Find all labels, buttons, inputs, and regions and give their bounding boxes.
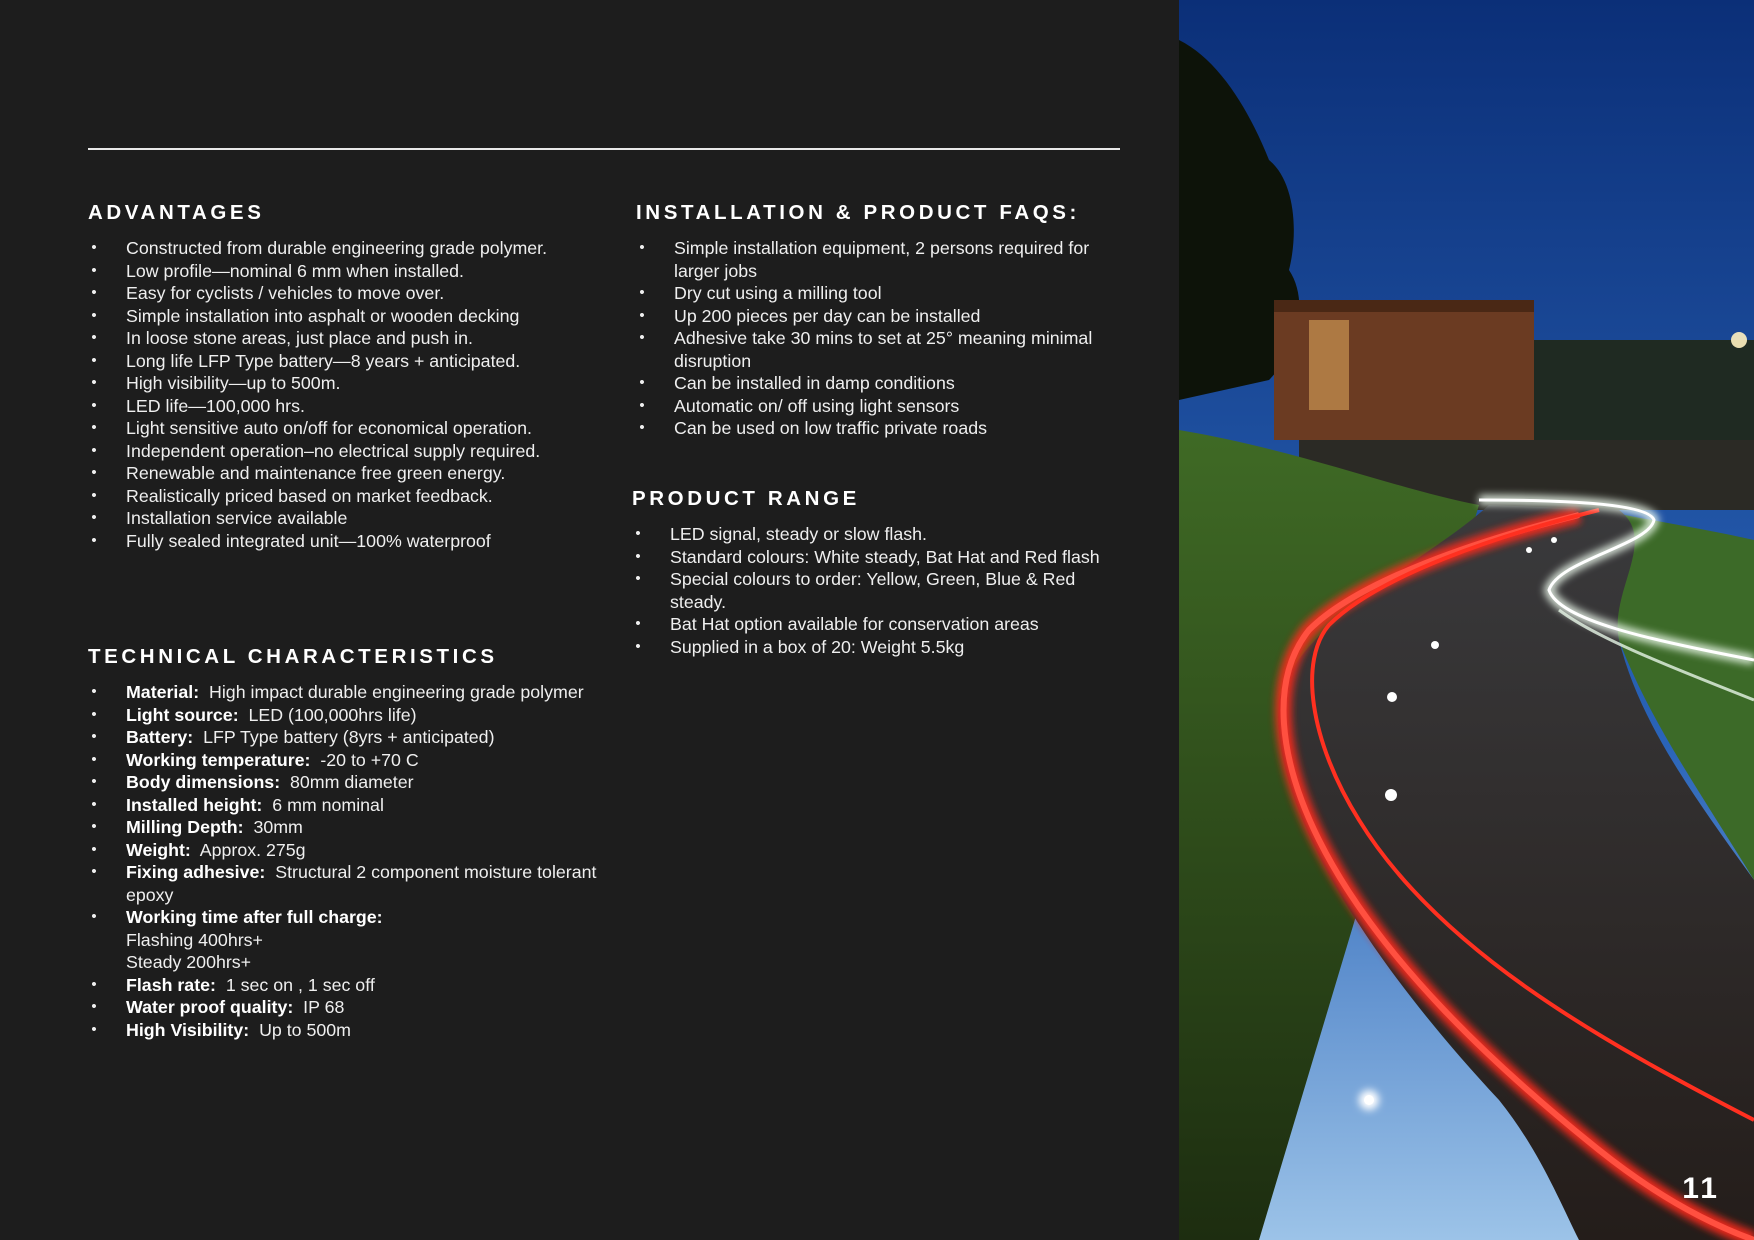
spec-value: 30mm xyxy=(253,817,303,837)
list-item-text: Bat Hat option available for conservation areas xyxy=(670,614,1039,634)
spec-label: Light source: xyxy=(126,704,239,725)
spec-value: Up to 500m xyxy=(259,1019,351,1040)
bullet-icon: • xyxy=(639,284,645,301)
list-item xyxy=(88,350,608,373)
spec-label: Body dimensions: xyxy=(126,772,281,792)
bullet-icon: • xyxy=(91,239,97,256)
list-item-text: Easy for cyclists / vehicles to move over. xyxy=(126,283,445,303)
list-item xyxy=(636,327,1136,372)
spec-label: Fixing adhesive: xyxy=(126,862,266,882)
range-section xyxy=(632,487,1132,658)
list-item xyxy=(88,327,608,350)
page-number: 11 xyxy=(1682,1172,1720,1205)
bullet-icon: • xyxy=(91,329,97,346)
list-item xyxy=(88,440,608,463)
list-item-text: Up 200 pieces per day can be installed xyxy=(674,305,981,326)
advantages-list xyxy=(88,237,608,552)
spec-value-line: Steady 200hrs+ xyxy=(126,952,252,972)
list-item xyxy=(88,462,608,485)
range-list xyxy=(632,523,1132,658)
list-item xyxy=(88,530,608,553)
bullet-icon: • xyxy=(639,374,645,391)
bullet-icon: • xyxy=(91,683,97,700)
list-item-text: Fully sealed integrated unit—100% waterproof xyxy=(126,530,491,551)
bullet-icon: • xyxy=(91,284,97,301)
spec-label: Material: xyxy=(126,682,200,702)
bullet-icon: • xyxy=(91,419,97,436)
bullet-icon: • xyxy=(91,486,97,504)
spec-item xyxy=(88,906,608,974)
spec-label: Working temperature: xyxy=(126,749,311,770)
spec-item xyxy=(88,726,608,749)
spec-item xyxy=(88,974,608,997)
bullet-icon: • xyxy=(635,637,641,655)
bullet-icon: • xyxy=(91,840,97,858)
list-item xyxy=(632,568,1132,613)
night-path-photo xyxy=(1179,0,1754,1240)
list-item-text: Adhesive take 30 mins to set at 25° meaning minimal disruption xyxy=(674,328,1093,371)
list-item-text: Special colours to order: Yellow, Green, Blue & Red steady. xyxy=(670,569,1076,612)
list-item-text: LED signal, steady or slow flash. xyxy=(670,524,927,544)
bullet-icon: • xyxy=(91,998,97,1015)
list-item xyxy=(636,395,1136,418)
spec-item xyxy=(88,771,608,794)
bullet-icon: • xyxy=(91,441,97,459)
bullet-icon: • xyxy=(639,396,645,414)
bullet-icon: • xyxy=(91,728,97,745)
spec-value: 6 mm nominal xyxy=(272,794,384,815)
list-item-text: Simple installation into asphalt or wooden decking xyxy=(126,305,520,326)
bullet-icon: • xyxy=(91,705,97,723)
list-item-text: Constructed from durable engineering grade polymer. xyxy=(126,238,548,258)
list-item-text: Installation service available xyxy=(126,508,348,528)
list-item-text: Light sensitive auto on/off for economical operation. xyxy=(126,418,532,438)
list-item-text: Automatic on/ off using light sensors xyxy=(674,395,960,416)
spec-item xyxy=(88,681,608,704)
list-item xyxy=(88,507,608,530)
advantages-heading: ADVANTAGES xyxy=(88,201,265,224)
header-rule xyxy=(88,148,1120,150)
spec-value: 80mm diameter xyxy=(290,772,414,792)
list-item-text: In loose stone areas, just place and push in. xyxy=(126,328,473,348)
list-item-text: Low profile—nominal 6 mm when installed. xyxy=(126,260,465,281)
list-item-text: Dry cut using a milling tool xyxy=(674,283,882,303)
spec-item xyxy=(88,816,608,839)
spec-value: IP 68 xyxy=(303,997,345,1017)
bullet-icon: • xyxy=(639,306,645,324)
spec-value: Approx. 275g xyxy=(199,839,306,860)
list-item xyxy=(88,237,608,260)
list-item-text: LED life—100,000 hrs. xyxy=(126,395,305,416)
list-item xyxy=(88,417,608,440)
spec-item xyxy=(88,1019,608,1042)
spec-label: Battery: xyxy=(126,727,194,747)
list-item xyxy=(632,523,1132,546)
spec-value: 1 sec on , 1 sec off xyxy=(225,974,375,995)
spec-item xyxy=(88,704,608,727)
spec-item xyxy=(88,794,608,817)
spec-item xyxy=(88,749,608,772)
list-item-text: Can be installed in damp conditions xyxy=(674,373,955,393)
spec-label: High Visibility: xyxy=(126,1019,250,1040)
list-item-text: Renewable and maintenance free green energy. xyxy=(126,463,506,483)
faqs-heading: INSTALLATION & PRODUCT FAQS: xyxy=(636,201,1080,224)
bullet-icon: • xyxy=(91,306,97,324)
technical-heading: TECHNICAL CHARACTERISTICS xyxy=(88,645,498,668)
spec-label: Installed height: xyxy=(126,794,263,815)
bullet-icon: • xyxy=(635,570,641,587)
bullet-icon: • xyxy=(91,795,97,813)
spec-value: High impact durable engineering grade polymer xyxy=(209,682,584,702)
spec-label: Water proof quality: xyxy=(126,997,294,1017)
list-item-text: Realistically priced based on market feedback. xyxy=(126,485,493,506)
list-item-text: Long life LFP Type battery—8 years + anticipated. xyxy=(126,350,521,371)
list-item xyxy=(636,282,1136,305)
list-item xyxy=(88,282,608,305)
night-path-illustration xyxy=(1179,0,1754,1240)
list-item xyxy=(636,372,1136,395)
spec-label: Milling Depth: xyxy=(126,817,244,837)
list-item xyxy=(88,372,608,395)
bullet-icon: • xyxy=(91,396,97,414)
faqs-list xyxy=(636,237,1136,440)
bullet-icon: • xyxy=(91,374,97,391)
spec-label: Flash rate: xyxy=(126,974,216,995)
list-item xyxy=(88,395,608,418)
range-heading: PRODUCT RANGE xyxy=(632,487,860,510)
list-item xyxy=(632,546,1132,569)
technical-list xyxy=(88,681,608,1041)
spec-item xyxy=(88,996,608,1019)
bullet-icon: • xyxy=(91,531,97,549)
spec-value-line: Flashing 400hrs+ xyxy=(126,929,263,950)
list-item xyxy=(632,636,1132,659)
bullet-icon: • xyxy=(91,975,97,993)
list-item xyxy=(636,237,1136,282)
bullet-icon: • xyxy=(91,509,97,526)
spec-label: Working time after full charge: xyxy=(126,907,383,927)
bullet-icon: • xyxy=(91,261,97,279)
bullet-icon: • xyxy=(91,773,97,790)
list-item xyxy=(636,305,1136,328)
bullet-icon: • xyxy=(635,525,641,542)
list-item xyxy=(88,485,608,508)
advantages-section xyxy=(88,201,608,552)
spec-label: Weight: xyxy=(126,839,191,860)
list-item xyxy=(88,260,608,283)
bullet-icon: • xyxy=(91,750,97,768)
bullet-icon: • xyxy=(639,329,645,346)
spec-item xyxy=(88,839,608,862)
spec-value: -20 to +70 C xyxy=(320,749,419,770)
bullet-icon: • xyxy=(635,547,641,565)
spec-value: LED (100,000hrs life) xyxy=(248,704,417,725)
technical-section xyxy=(88,645,608,1041)
bullet-icon: • xyxy=(91,908,97,925)
list-item xyxy=(88,305,608,328)
list-item-text: High visibility—up to 500m. xyxy=(126,373,341,393)
spec-value: LFP Type battery (8yrs + anticipated) xyxy=(203,727,495,747)
bullet-icon: • xyxy=(91,351,97,369)
list-item-text: Supplied in a box of 20: Weight 5.5kg xyxy=(670,636,965,657)
bullet-icon: • xyxy=(639,239,645,256)
list-item xyxy=(632,613,1132,636)
bullet-icon: • xyxy=(635,615,641,632)
bullet-icon: • xyxy=(91,464,97,481)
bullet-icon: • xyxy=(639,419,645,436)
spec-item xyxy=(88,861,608,906)
bullet-icon: • xyxy=(91,818,97,835)
faqs-section xyxy=(636,201,1136,440)
spec-value: Structural 2 component moisture tolerant epoxy xyxy=(126,862,597,905)
bullet-icon: • xyxy=(91,1020,97,1038)
list-item-text: Simple installation equipment, 2 persons required for larger jobs xyxy=(674,238,1090,281)
list-item-text: Can be used on low traffic private roads xyxy=(674,418,987,438)
list-item-text: Standard colours: White steady, Bat Hat and Red flash xyxy=(670,546,1100,567)
list-item-text: Independent operation–no electrical supply required. xyxy=(126,440,541,461)
list-item xyxy=(636,417,1136,440)
bullet-icon: • xyxy=(91,863,97,880)
